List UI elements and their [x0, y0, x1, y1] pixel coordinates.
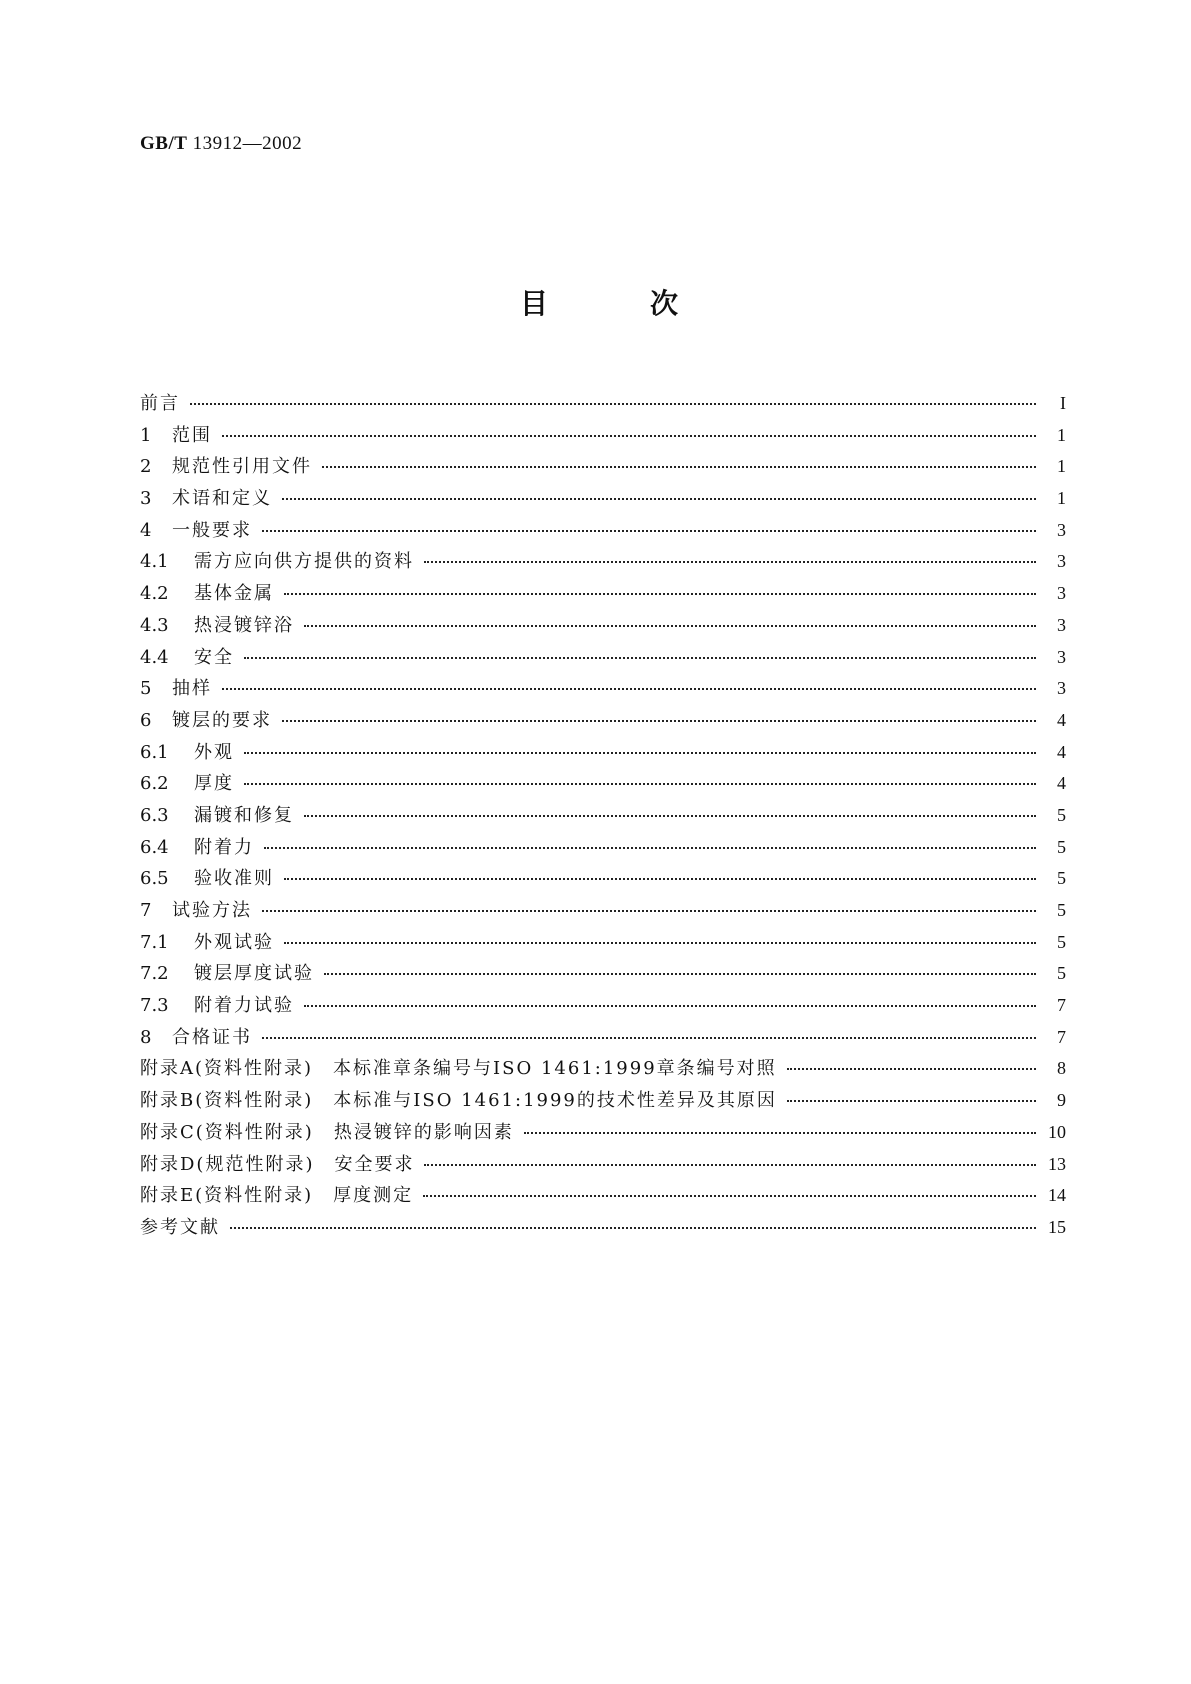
- toc-entry-label: 需方应向供方提供的资料: [194, 551, 414, 573]
- toc-leader-dots: [222, 676, 1036, 694]
- toc-entry-label: 附着力试验: [194, 995, 294, 1017]
- toc-entry-label: 一般要求: [172, 519, 252, 541]
- toc-entry[interactable]: [140, 833, 1066, 865]
- toc-entry[interactable]: [140, 547, 1066, 579]
- toc-entry-page: 3: [1057, 519, 1066, 540]
- toc-entry-page: 15: [1048, 1216, 1066, 1237]
- toc-leader-dots: [282, 708, 1036, 726]
- toc-entry-number: 4.3: [140, 614, 169, 636]
- toc-entry-page: 10: [1048, 1121, 1066, 1142]
- toc-entry-number: 7.3: [140, 995, 169, 1017]
- toc-entry-label: 外观试验: [194, 931, 274, 953]
- toc-entry[interactable]: [140, 991, 1066, 1023]
- toc-entry-number: 4: [140, 519, 152, 541]
- toc-entry-label: 镀层厚度试验: [194, 963, 314, 985]
- toc-entry[interactable]: [140, 896, 1066, 928]
- toc-leader-dots: [304, 803, 1036, 821]
- toc-entry[interactable]: [140, 421, 1066, 453]
- toc-entry-label: 合格证书: [172, 1026, 252, 1048]
- toc-entry-page: 3: [1057, 614, 1066, 635]
- toc-entry-page: 4: [1057, 741, 1066, 762]
- toc-entry-page: 3: [1057, 646, 1066, 667]
- toc-entry-label: 基体金属: [194, 583, 274, 605]
- toc-leader-dots: [264, 835, 1036, 853]
- toc-entry-number: 4.4: [140, 646, 169, 668]
- toc-entry-label: 热浸镀锌浴: [194, 614, 294, 636]
- toc-entry-label: 附录A(资料性附录) 本标准章条编号与ISO 1461:1999章条编号对照: [140, 1058, 777, 1080]
- toc-entry-label: 附录E(资料性附录) 厚度测定: [140, 1185, 414, 1207]
- toc-leader-dots: [424, 1152, 1036, 1170]
- toc-entry-page: 14: [1048, 1185, 1066, 1206]
- toc-entry-label: 参考文献: [140, 1216, 220, 1238]
- toc-entry-label: 镀层的要求: [172, 709, 272, 731]
- toc-entry-number: 7.1: [140, 931, 169, 953]
- toc-entry-number: 4.2: [140, 583, 169, 605]
- toc-entry[interactable]: [140, 452, 1066, 484]
- toc-entry-page: 5: [1057, 931, 1066, 952]
- toc-entry-number: 3: [140, 488, 152, 510]
- toc-entry[interactable]: [140, 1054, 1066, 1086]
- toc-entry[interactable]: [140, 516, 1066, 548]
- toc-entry-page: 5: [1057, 900, 1066, 920]
- toc-entry-page: I: [1060, 393, 1066, 413]
- toc-entry-number: 1: [140, 424, 152, 446]
- toc-entry-page: 4: [1057, 709, 1066, 730]
- toc-leader-dots: [244, 740, 1036, 758]
- toc-entry-page: 5: [1057, 836, 1066, 857]
- toc-entry-label: 附录B(资料性附录) 本标准与ISO 1461:1999的技术性差异及其原因: [140, 1090, 777, 1112]
- toc-entry-page: 7: [1057, 1026, 1066, 1047]
- toc-entry-number: 7.2: [140, 963, 169, 985]
- toc-entry[interactable]: [140, 643, 1066, 675]
- toc-entry-label: 试验方法: [172, 900, 252, 921]
- toc-entry-number: 6.3: [140, 804, 169, 826]
- toc-entry[interactable]: [140, 801, 1066, 833]
- toc-entry[interactable]: [140, 1023, 1066, 1055]
- toc-leader-dots: [222, 423, 1036, 441]
- toc-leader-dots: [304, 613, 1036, 631]
- toc-entry-page: 4: [1057, 773, 1066, 794]
- toc-leader-dots: [304, 993, 1036, 1011]
- toc-entry-number: 2: [140, 456, 152, 478]
- toc-entry-page: 3: [1057, 551, 1066, 572]
- toc-entry-number: 6.5: [140, 868, 169, 890]
- toc-entry-label: 验收准则: [194, 868, 274, 890]
- toc-entry[interactable]: [140, 769, 1066, 801]
- toc-entry-page: 9: [1057, 1090, 1066, 1111]
- toc-entry[interactable]: [140, 928, 1066, 960]
- toc-leader-dots: [262, 518, 1036, 536]
- toc-entry-number: 6.2: [140, 773, 169, 795]
- toc-entry-label: 附录C(资料性附录) 热浸镀锌的影响因素: [140, 1121, 514, 1143]
- toc-entry-number: 8: [140, 1026, 152, 1048]
- toc-entry[interactable]: [140, 389, 1066, 421]
- toc-leader-dots: [230, 1215, 1036, 1233]
- toc-leader-dots: [244, 771, 1036, 789]
- standard-code: 13912—2002: [192, 133, 303, 154]
- toc-entry-page: 7: [1057, 995, 1066, 1016]
- toc-entry[interactable]: [140, 579, 1066, 611]
- toc-leader-dots: [524, 1120, 1036, 1138]
- toc-leader-dots: [787, 1056, 1036, 1074]
- toc-entry-number: 6.1: [140, 741, 169, 763]
- toc-entry[interactable]: [140, 674, 1066, 706]
- standard-number: [140, 133, 302, 155]
- toc-entry[interactable]: [140, 738, 1066, 770]
- toc-entry-label: 安全: [194, 646, 234, 668]
- toc-leader-dots: [262, 1025, 1036, 1043]
- toc-entry[interactable]: [140, 1118, 1066, 1150]
- toc-entry[interactable]: [140, 484, 1066, 516]
- page-title: 目次: [520, 287, 781, 320]
- toc-entry-number: 7: [140, 900, 152, 921]
- toc-entry-label: 漏镀和修复: [194, 804, 294, 826]
- toc-entry[interactable]: [140, 611, 1066, 643]
- toc-entry-page: 5: [1057, 804, 1066, 825]
- toc-leader-dots: [190, 391, 1036, 409]
- toc-entry-page: 1: [1057, 424, 1066, 445]
- toc-entry-page: 5: [1057, 868, 1066, 889]
- table-of-contents: [140, 389, 1066, 1245]
- toc-entry[interactable]: [140, 1213, 1066, 1245]
- toc-leader-dots: [244, 645, 1036, 663]
- toc-leader-dots: [787, 1088, 1036, 1106]
- toc-entry-label: 厚度: [194, 773, 234, 795]
- toc-leader-dots: [262, 898, 1036, 916]
- toc-entry[interactable]: [140, 706, 1066, 738]
- toc-leader-dots: [284, 930, 1036, 948]
- toc-entry-label: 规范性引用文件: [172, 456, 312, 478]
- standard-prefix: GB/T: [140, 133, 188, 154]
- toc-entry-number: 6: [140, 709, 152, 731]
- toc-entry-number: 4.1: [140, 551, 169, 573]
- toc-leader-dots: [423, 1183, 1036, 1201]
- toc-entry-page: 1: [1057, 456, 1066, 477]
- toc-entry-number: 5: [140, 678, 152, 700]
- toc-entry-page: 5: [1057, 963, 1066, 984]
- toc-entry-page: 3: [1057, 678, 1066, 699]
- toc-entry-page: 8: [1057, 1058, 1066, 1079]
- toc-entry[interactable]: [140, 1150, 1066, 1182]
- toc-leader-dots: [322, 454, 1036, 472]
- toc-entry-label: 范围: [172, 424, 212, 446]
- toc-leader-dots: [284, 581, 1036, 599]
- toc-entry[interactable]: [140, 1181, 1066, 1213]
- toc-entry-label: 外观: [194, 741, 234, 763]
- toc-entry[interactable]: [140, 864, 1066, 896]
- toc-entry-label: 前言: [140, 393, 180, 414]
- toc-leader-dots: [324, 961, 1036, 979]
- toc-leader-dots: [284, 866, 1036, 884]
- toc-entry-label: 术语和定义: [172, 488, 272, 510]
- toc-entry-page: 1: [1057, 488, 1066, 509]
- toc-entry-number: 6.4: [140, 836, 169, 858]
- toc-entry-page: 3: [1057, 583, 1066, 604]
- toc-entry-label: 附着力: [194, 836, 254, 858]
- toc-entry-page: 13: [1048, 1153, 1066, 1174]
- toc-entry[interactable]: [140, 1086, 1066, 1118]
- toc-leader-dots: [282, 486, 1036, 504]
- toc-entry-label: 附录D(规范性附录) 安全要求: [140, 1153, 415, 1175]
- toc-leader-dots: [424, 549, 1036, 567]
- toc-entry-label: 抽样: [172, 678, 212, 700]
- toc-entry[interactable]: [140, 959, 1066, 991]
